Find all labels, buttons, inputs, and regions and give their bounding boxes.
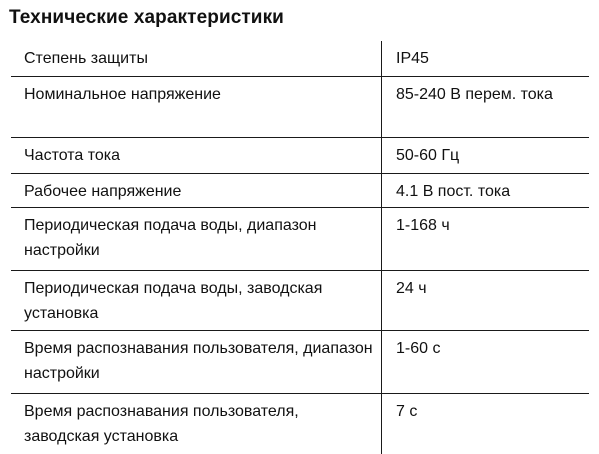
parameter-cell: Частота тока xyxy=(11,138,382,173)
table-row xyxy=(11,331,589,394)
value-cell: IP45 xyxy=(396,50,429,67)
value-cell: 1-60 с xyxy=(396,340,441,357)
table-row xyxy=(11,271,589,331)
value-cell: 4.1 В пост. тока xyxy=(396,183,511,200)
value-cell: 85-240 В перем. тока xyxy=(396,86,553,103)
table-row xyxy=(11,41,589,77)
table-row xyxy=(11,394,589,454)
parameter-cell: Рабочее напряжение xyxy=(11,174,382,207)
parameter-cell: Периодическая подача воды, заводская установка xyxy=(11,271,382,330)
table-row xyxy=(11,174,589,208)
parameter-cell: Периодическая подача воды, диапазон настройки xyxy=(11,208,382,270)
value-cell: 1-168 ч xyxy=(396,217,450,234)
table-row xyxy=(11,77,589,138)
parameter-cell: Номинальное напряжение xyxy=(11,77,382,137)
parameter-cell: Степень защиты xyxy=(11,41,382,76)
value-cell: 24 ч xyxy=(396,280,427,297)
table-row xyxy=(11,208,589,271)
page-title: Технические характеристики xyxy=(9,7,284,28)
table-row xyxy=(11,138,589,174)
specifications-table xyxy=(11,41,589,454)
parameter-cell: Время распознавания пользователя, диапазон настройки xyxy=(11,331,382,393)
value-cell: 50-60 Гц xyxy=(396,147,460,164)
parameter-cell: Время распознавания пользователя, заводская установка xyxy=(11,394,382,454)
value-cell: 7 с xyxy=(396,403,418,420)
